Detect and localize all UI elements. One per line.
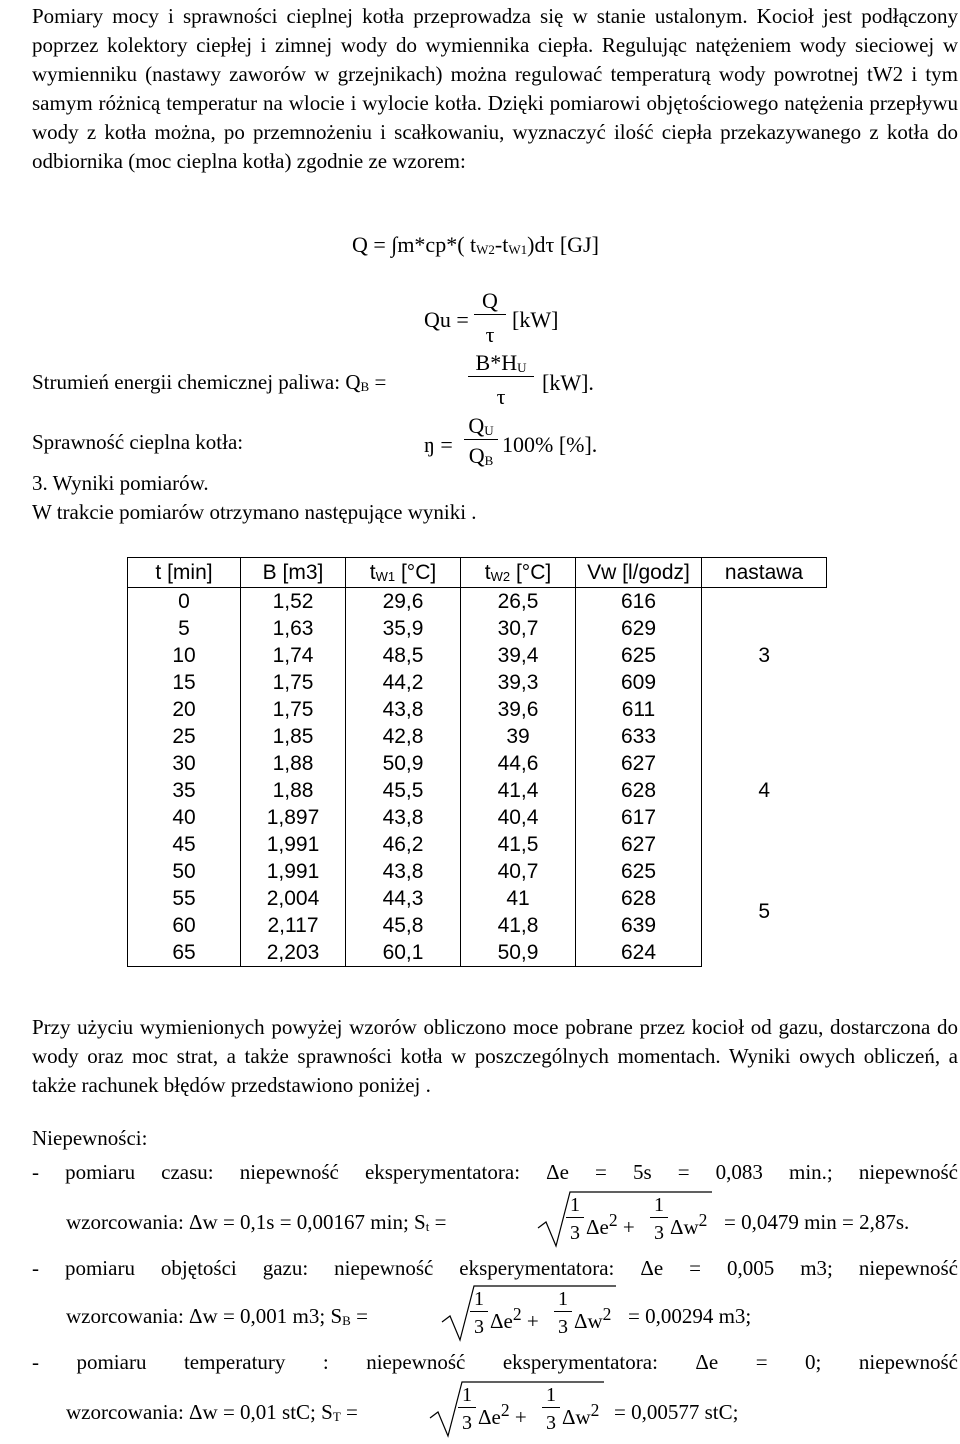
- cell-b: 1,897: [241, 804, 346, 831]
- cell-t: 60: [128, 912, 241, 939]
- gas-line2-text: wzorcowania: Δw = 0,001 m3; S: [66, 1304, 343, 1328]
- col-header-vw: Vw [l/godz]: [576, 558, 702, 588]
- col-header-tw2: [461, 558, 576, 588]
- qb-denominator: τ: [496, 384, 506, 409]
- cell-tw1: 43,8: [346, 858, 461, 885]
- cell-t: 45: [128, 831, 241, 858]
- eff-lhs: ŋ =: [424, 432, 453, 457]
- cell-t: 40: [128, 804, 241, 831]
- heat-formula-sub-w1: W1: [508, 242, 528, 257]
- results-subheading: W trakcie pomiarów otrzymano następujące wyniki .: [32, 500, 477, 524]
- cell-t: 20: [128, 696, 241, 723]
- cell-b: 1,63: [241, 615, 346, 642]
- cell-vw: 629: [576, 615, 702, 642]
- temp-frac1-num: 1: [458, 1384, 476, 1408]
- cell-tw2: 39: [461, 723, 576, 750]
- time-frac2-den: 3: [654, 1222, 664, 1244]
- gas-uncertainty-line2: [66, 1304, 368, 1329]
- cell-tw2: 39,4: [461, 642, 576, 669]
- time-terms: [586, 1210, 635, 1240]
- temp-frac1-den: 3: [462, 1412, 472, 1434]
- tw2-sub: W2: [490, 568, 511, 584]
- time-dw: [670, 1210, 707, 1240]
- temp-terms: [478, 1400, 527, 1430]
- temp-dw-text: Δw: [562, 1405, 591, 1429]
- results-text: Przy użyciu wymienionych powyżej wzorów obliczono moce pobrane przez kocioł od gazu, dostarczona do wody oraz moc strat, a także sprawności kotła w poszczególnych momentach. Wyniki owych obliczeń, a także rachunek błędów przedstawiono poniżej .: [32, 1015, 958, 1097]
- time-result: = 0,0479 min = 2,87s.: [724, 1210, 910, 1234]
- temp-uncertainty-line1: - pomiaru temperatury : niepewność eksperymentatora: Δe = 0; niepewność: [32, 1350, 958, 1374]
- gas-frac2-den: 3: [558, 1316, 568, 1338]
- table-header-row: [128, 558, 827, 588]
- cell-t: 5: [128, 615, 241, 642]
- cell-b: 1,991: [241, 858, 346, 885]
- eff-label: Sprawność cieplna kotła:: [32, 430, 244, 454]
- cell-tw2: 44,6: [461, 750, 576, 777]
- time-dw-sup: 2: [698, 1210, 708, 1230]
- cell-vw: 624: [576, 939, 702, 967]
- time-uncertainty-line1: - pomiaru czasu: niepewność eksperymentatora: Δe = 5s = 0,083 min.; niepewność: [32, 1160, 958, 1184]
- time-eq: =: [434, 1210, 447, 1234]
- cell-b: 2,004: [241, 885, 346, 912]
- cell-t: 30: [128, 750, 241, 777]
- time-uncertainty-line2: [66, 1210, 446, 1235]
- cell-t: 65: [128, 939, 241, 967]
- cell-tw1: 43,8: [346, 696, 461, 723]
- time-de: Δe: [586, 1215, 609, 1239]
- qu-denominator: τ: [485, 322, 495, 347]
- heat-formula: [352, 232, 599, 258]
- cell-t: 35: [128, 777, 241, 804]
- cell-b: 2,203: [241, 939, 346, 967]
- col-header-b: B [m3]: [241, 558, 346, 588]
- cell-nastawa-group-3: 5: [702, 858, 827, 967]
- results-heading: 3. Wyniki pomiarów.: [32, 471, 209, 495]
- temp-result: = 0,00577 stC;: [614, 1400, 739, 1424]
- cell-tw2: 41: [461, 885, 576, 912]
- cell-b: 1,74: [241, 642, 346, 669]
- cell-tw2: 41,5: [461, 831, 576, 858]
- gas-de: Δe: [490, 1309, 513, 1333]
- gas-terms: [490, 1304, 539, 1334]
- temp-dw: [562, 1400, 599, 1430]
- qu-unit: [kW]: [512, 307, 559, 332]
- tw1-sub: W1: [375, 568, 396, 584]
- qb-eq: =: [374, 370, 387, 394]
- cell-t: 55: [128, 885, 241, 912]
- heat-formula-rhs: )dτ [GJ]: [527, 232, 599, 257]
- eff-numerator-text: Q: [468, 413, 485, 438]
- cell-tw1: 44,3: [346, 885, 461, 912]
- gas-frac1-num: 1: [470, 1288, 488, 1312]
- cell-vw: 633: [576, 723, 702, 750]
- cell-nastawa-group-2: 4: [702, 723, 827, 858]
- cell-vw: 628: [576, 885, 702, 912]
- temp-plus: +: [514, 1405, 527, 1429]
- gas-frac1-den: 3: [474, 1316, 484, 1338]
- temp-line2-text: wzorcowania: Δw = 0,01 stC; S: [66, 1400, 333, 1424]
- uncertainty-heading: Niepewności:: [32, 1126, 148, 1150]
- gas-dw: [574, 1304, 611, 1334]
- cell-tw1: 46,2: [346, 831, 461, 858]
- cell-tw2: 26,5: [461, 588, 576, 616]
- table-row: [128, 588, 827, 616]
- cell-tw1: 48,5: [346, 642, 461, 669]
- gas-frac2-num: 1: [554, 1288, 572, 1312]
- cell-tw1: 35,9: [346, 615, 461, 642]
- tw1-post: [°C]: [395, 560, 437, 584]
- cell-tw2: 39,6: [461, 696, 576, 723]
- gas-eq: =: [356, 1304, 368, 1328]
- gas-result: = 0,00294 m3;: [628, 1304, 752, 1328]
- cell-tw1: 42,8: [346, 723, 461, 750]
- eff-denominator: [464, 443, 498, 469]
- qb-numerator-text: B*H: [475, 350, 518, 375]
- gas-de-sup: 2: [512, 1304, 522, 1324]
- qu-lhs: Qu =: [424, 307, 469, 332]
- gas-uncertainty-line1: - pomiaru objętości gazu: niepewność eksperymentatora: Δe = 0,005 m3; niepewność: [32, 1256, 958, 1280]
- cell-b: 1,75: [241, 669, 346, 696]
- cell-b: 1,88: [241, 777, 346, 804]
- col-header-nastawa: nastawa: [702, 558, 827, 588]
- gas-dw-sup: 2: [602, 1304, 612, 1324]
- cell-b: 1,52: [241, 588, 346, 616]
- eff-numerator-sub: U: [484, 423, 494, 438]
- heat-formula-sub-w2: W2: [476, 242, 495, 257]
- gas-plus: +: [526, 1309, 539, 1333]
- temp-eq: =: [346, 1400, 358, 1424]
- tw2-pre: t: [484, 560, 491, 584]
- heat-formula-mid: -t: [494, 232, 509, 257]
- cell-t: 50: [128, 858, 241, 885]
- cell-vw: 639: [576, 912, 702, 939]
- measurement-table: [127, 557, 827, 967]
- time-plus: +: [622, 1215, 635, 1239]
- eff-denominator-text: Q: [468, 443, 485, 468]
- cell-vw: 609: [576, 669, 702, 696]
- time-frac1-num: 1: [566, 1194, 584, 1218]
- eff-numerator: [464, 413, 498, 440]
- temp-sub: T: [332, 1409, 341, 1424]
- time-sub: t: [425, 1219, 430, 1234]
- table-row: [128, 723, 827, 750]
- cell-vw: 611: [576, 696, 702, 723]
- temp-de-sup: 2: [500, 1400, 510, 1420]
- cell-tw1: 44,2: [346, 669, 461, 696]
- cell-tw2: 40,4: [461, 804, 576, 831]
- cell-tw2: 30,7: [461, 615, 576, 642]
- cell-tw1: 45,8: [346, 912, 461, 939]
- cell-b: 1,88: [241, 750, 346, 777]
- cell-b: 1,991: [241, 831, 346, 858]
- temp-dw-sup: 2: [590, 1400, 600, 1420]
- cell-b: 1,75: [241, 696, 346, 723]
- qb-label-sub: B: [360, 379, 370, 394]
- cell-nastawa-group-1: 3: [702, 588, 827, 724]
- intro-paragraph: [32, 2, 958, 176]
- time-dw-text: Δw: [670, 1215, 699, 1239]
- temp-de: Δe: [478, 1405, 501, 1429]
- gas-sub: B: [342, 1313, 351, 1328]
- cell-tw1: 43,8: [346, 804, 461, 831]
- qb-label-text: Strumień energii chemicznej paliwa: Q: [32, 370, 361, 394]
- intro-text: Pomiary mocy i sprawności cieplnej kotła przeprowadza się w stanie ustalonym. Kocioł jest podłączony poprzez kolektory ciepłej i zimnej wody do wymiennika ciepła. Regulując natężeniem wody sieciowej w wymienniku (nastawy zaworów w grzejnikach) można regulować temperaturą wody powrotnej tW2 i tym samym różnicą temperatur na wlocie i wylocie kotła. Dzięki pomiarowi objętościowego natężenia przepływu wody z kotła można, po przemnożeniu i scałkowaniu, wyznaczyć ilość ciepła przekazywanego z kotła do odbiornika (moc cieplna kotła) zgodnie ze wzorem:: [32, 4, 958, 173]
- tw2-post: [°C]: [510, 560, 552, 584]
- time-line2-text: wzorcowania: Δw = 0,1s = 0,00167 min; S: [66, 1210, 426, 1234]
- cell-tw2: 40,7: [461, 858, 576, 885]
- time-frac1-den: 3: [570, 1222, 580, 1244]
- gas-dw-text: Δw: [574, 1309, 603, 1333]
- qb-numerator-sub: U: [517, 360, 527, 375]
- eff-denominator-sub: B: [484, 453, 494, 468]
- cell-t: 15: [128, 669, 241, 696]
- qb-numerator: [468, 350, 534, 377]
- cell-vw: 627: [576, 750, 702, 777]
- heat-formula-lhs: Q = ∫m*cp*( t: [352, 232, 477, 257]
- cell-vw: 616: [576, 588, 702, 616]
- cell-tw1: 50,9: [346, 750, 461, 777]
- cell-tw2: 50,9: [461, 939, 576, 967]
- cell-b: 2,117: [241, 912, 346, 939]
- cell-t: 10: [128, 642, 241, 669]
- cell-tw2: 41,8: [461, 912, 576, 939]
- col-header-tw1: [346, 558, 461, 588]
- cell-vw: 627: [576, 831, 702, 858]
- time-de-sup: 2: [608, 1210, 618, 1230]
- cell-vw: 628: [576, 777, 702, 804]
- qu-numerator: Q: [474, 288, 506, 315]
- cell-vw: 617: [576, 804, 702, 831]
- cell-tw1: 60,1: [346, 939, 461, 967]
- results-paragraph: [32, 1013, 958, 1100]
- temp-frac2-den: 3: [546, 1412, 556, 1434]
- table-row: [128, 858, 827, 885]
- eff-unit: 100% [%].: [502, 432, 598, 457]
- cell-t: 25: [128, 723, 241, 750]
- col-header-t: t [min]: [128, 558, 241, 588]
- cell-tw2: 39,3: [461, 669, 576, 696]
- cell-tw1: 45,5: [346, 777, 461, 804]
- tw1-pre: t: [369, 560, 376, 584]
- cell-t: 0: [128, 588, 241, 616]
- qb-unit: [kW].: [542, 370, 594, 395]
- temp-uncertainty-line2: [66, 1400, 358, 1425]
- cell-vw: 625: [576, 858, 702, 885]
- cell-tw1: 29,6: [346, 588, 461, 616]
- cell-b: 1,85: [241, 723, 346, 750]
- qb-label: [32, 370, 386, 395]
- cell-tw2: 41,4: [461, 777, 576, 804]
- cell-vw: 625: [576, 642, 702, 669]
- temp-frac2-num: 1: [542, 1384, 560, 1408]
- time-frac2-num: 1: [650, 1194, 668, 1218]
